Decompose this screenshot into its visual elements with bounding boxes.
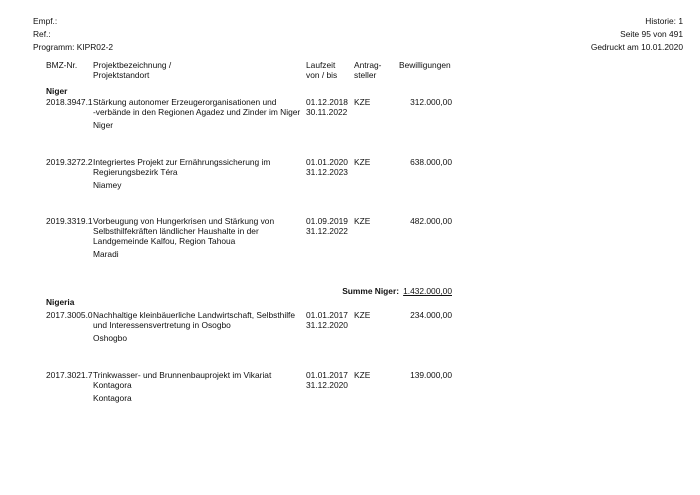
entry-bmz: 2019.3272.2: [46, 157, 93, 167]
entry-amount: 638.000,00: [410, 157, 452, 167]
entry-to: 31.12.2020: [306, 320, 348, 330]
header-gedruckt: Gedruckt am 10.01.2020: [590, 42, 683, 52]
entry-location: Niger: [93, 120, 114, 130]
entry-location: Maradi: [93, 249, 119, 259]
col-antrag-1: Antrag-: [354, 60, 382, 70]
col-laufzeit-1: Laufzeit: [306, 60, 336, 70]
entry-bmz: 2017.3005.0: [46, 310, 93, 320]
col-bewilligungen: Bewilligungen: [399, 60, 451, 70]
col-laufzeit-2: von / bis: [306, 70, 338, 80]
entry-title-line: und Interessensvertretung in Osogbo: [93, 320, 231, 330]
entry-applicant: KZE: [354, 216, 371, 226]
header-ref: Ref.:: [33, 29, 51, 39]
col-projekt-2: Projektstandort: [93, 70, 150, 80]
entry-location: Oshogbo: [93, 333, 127, 343]
entry-bmz: 2019.3319.1: [46, 216, 93, 226]
entry-title-line: -verbände in den Regionen Agadez und Zinder im Niger: [93, 107, 301, 117]
entry-title-line: Kontagora: [93, 380, 132, 390]
entry-title-line: Selbsthilfekräften ländlicher Haushalte in der: [93, 226, 259, 236]
entry-applicant: KZE: [354, 97, 371, 107]
entry-location: Kontagora: [93, 393, 132, 403]
entry-amount: 312.000,00: [410, 97, 452, 107]
entry-from: 01.01.2017: [306, 370, 348, 380]
header-seite: Seite 95 von 491: [620, 29, 683, 39]
col-antrag-2: steller: [354, 70, 377, 80]
entry-applicant: KZE: [354, 310, 371, 320]
entry-title-line: Trinkwasser- und Brunnenbauprojekt im Vikariat: [93, 370, 272, 380]
entry-to: 31.12.2022: [306, 226, 348, 236]
entry-title-line: Stärkung autonomer Erzeugerorganisationen und: [93, 97, 277, 107]
entry-from: 01.09.2019: [306, 216, 348, 226]
header-empf: Empf.:: [33, 16, 58, 26]
entry-to: 31.12.2020: [306, 380, 348, 390]
entry-from: 01.01.2020: [306, 157, 348, 167]
entry-from: 01.01.2017: [306, 310, 348, 320]
entry-from: 01.12.2018: [306, 97, 348, 107]
entry-bmz: 2017.3021.7: [46, 370, 93, 380]
entry-to: 30.11.2022: [306, 107, 348, 117]
entry-amount: 234.000,00: [410, 310, 452, 320]
col-projekt-1: Projektbezeichnung /: [93, 60, 172, 70]
sum-label: Summe Niger:: [342, 286, 399, 296]
entry-title-line: Regierungsbezirk Téra: [93, 167, 178, 177]
entry-applicant: KZE: [354, 370, 371, 380]
header-programm: Programm: KIPR02-2: [33, 42, 114, 52]
sum-value: 1.432.000,00: [403, 286, 452, 296]
entry-title-line: Nachhaltige kleinbäuerliche Landwirtschaft, Selbsthilfe: [93, 310, 296, 320]
entry-amount: 482.000,00: [410, 216, 452, 226]
col-bmz: BMZ-Nr.: [46, 60, 78, 70]
entry-bmz: 2018.3947.1: [46, 97, 93, 107]
entry-title-line: Vorbeugung von Hungerkrisen und Stärkung von: [93, 216, 275, 226]
entry-location: Niamey: [93, 180, 122, 190]
entry-to: 31.12.2023: [306, 167, 348, 177]
country-heading-nigeria: Nigeria: [46, 297, 75, 307]
entry-title-line: Landgemeinde Kalfou, Region Tahoua: [93, 236, 236, 246]
entry-amount: 139.000,00: [410, 370, 452, 380]
entry-title-line: Integriertes Projekt zur Ernährungssicherung im: [93, 157, 271, 167]
header-historie: Historie: 1: [645, 16, 683, 26]
country-heading-niger: Niger: [46, 86, 68, 96]
entry-applicant: KZE: [354, 157, 371, 167]
